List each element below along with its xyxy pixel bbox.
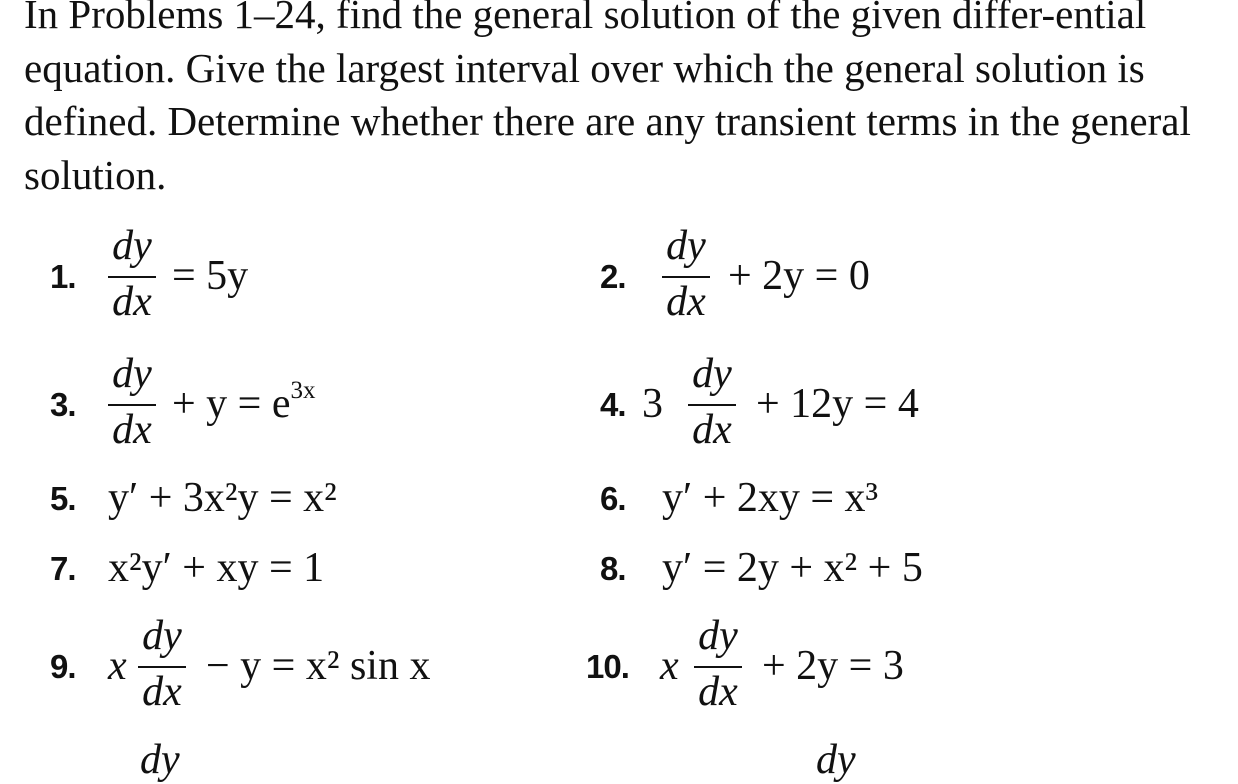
problem-number: 2. — [600, 258, 626, 295]
fraction-denominator: dx — [698, 669, 738, 715]
problem-number: 4. — [600, 386, 626, 423]
equation-rest: + 2y = 0 — [728, 253, 870, 299]
fraction-numerator: dy — [698, 613, 738, 659]
problem-number: 5. — [50, 480, 76, 517]
partial-fraction-numerator: dy — [140, 737, 180, 783]
problem-2 — [600, 222, 1100, 332]
problem-number: 8. — [600, 550, 626, 587]
problem-4 — [600, 350, 1100, 460]
fraction-numerator: dy — [692, 351, 732, 397]
equation-rest — [172, 377, 316, 428]
problem-number: 3. — [50, 386, 76, 423]
equation-rest: − y = x² sin x — [206, 643, 431, 689]
coefficient: 3 — [642, 381, 663, 427]
problem-3 — [50, 350, 550, 460]
problem-number: 10. — [586, 648, 629, 685]
equation: y′ = 2y + x² + 5 — [662, 545, 923, 591]
problem-10 — [586, 612, 1106, 722]
problem-instructions: In Problems 1–24, find the general solution of the given differ-ential equation. Give the largest interval over which the general solution is defined. Determine whether there are any transient terms in the general solution. — [24, 0, 1191, 198]
problem-9 — [50, 612, 570, 722]
equation: y′ + 2xy = x³ — [662, 475, 879, 521]
fraction-denominator: dx — [112, 279, 152, 325]
fraction-numerator: dy — [112, 223, 152, 269]
fraction-denominator: dx — [666, 279, 706, 325]
partial-fraction-numerator: dy — [816, 737, 856, 783]
fraction-denominator: dx — [112, 407, 152, 453]
equation: x²y′ + xy = 1 — [108, 545, 325, 591]
problem-number: 1. — [50, 258, 76, 295]
exponent: 3x — [290, 377, 316, 404]
equation-text: + y = e — [172, 381, 291, 427]
problem-5 — [50, 474, 570, 530]
fraction-numerator: dy — [666, 223, 706, 269]
problem-7 — [50, 544, 570, 600]
coefficient: x — [660, 643, 679, 689]
problem-8 — [600, 544, 1120, 600]
problem-1 — [50, 222, 550, 332]
equation-rest: + 12y = 4 — [756, 381, 919, 427]
equation: y′ + 3x²y = x² — [108, 475, 337, 521]
problem-6 — [600, 474, 1120, 530]
problem-number: 6. — [600, 480, 626, 517]
fraction-numerator: dy — [112, 351, 152, 397]
problem-number: 7. — [50, 550, 76, 587]
fraction-denominator: dx — [142, 669, 182, 715]
equation-rest: + 2y = 3 — [762, 643, 904, 689]
fraction-numerator: dy — [142, 613, 182, 659]
problem-number: 9. — [50, 648, 76, 685]
equation-rest: = 5y — [172, 253, 249, 299]
fraction-denominator: dx — [692, 407, 732, 453]
coefficient: x — [108, 643, 127, 689]
